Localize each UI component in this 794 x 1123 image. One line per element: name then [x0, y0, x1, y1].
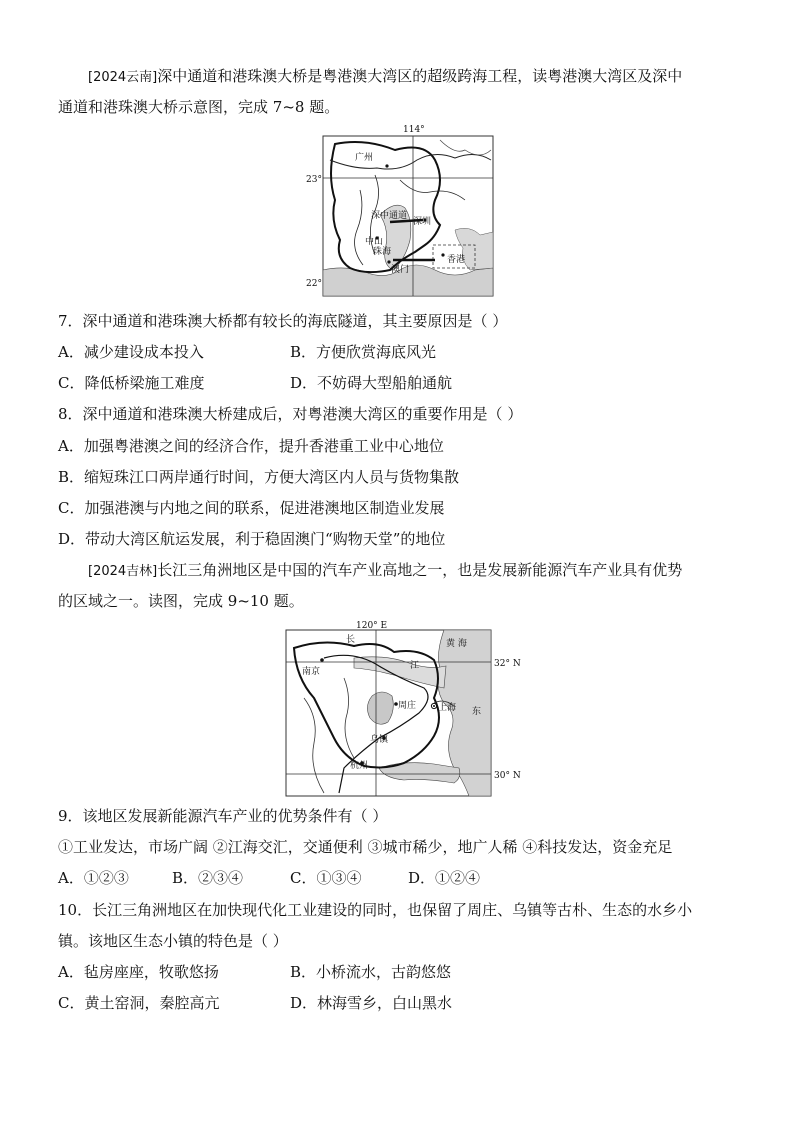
- q7-option-c[interactable]: C．降低桥梁施工难度: [58, 374, 205, 392]
- intro1-line2: 通道和港珠澳大桥示意图，完成 7~8 题。: [58, 98, 340, 116]
- map2-shanghai-label: 上海: [438, 703, 457, 713]
- q9-option-a[interactable]: A．①②③: [58, 869, 129, 887]
- map2-chang-label: 长: [346, 635, 356, 645]
- q7-option-b[interactable]: B．方便欣赏海底风光: [290, 343, 437, 361]
- map1-hongkong-label: 香港: [447, 255, 466, 265]
- map2-svg: [284, 618, 529, 798]
- q10-option-d[interactable]: D．林海雪乡，白山黑水: [290, 994, 453, 1012]
- map2-huanghai-label: 黄 海: [446, 639, 467, 649]
- intro1-line1: [2024云南]深中通道和港珠澳大桥是粤港澳大湾区的超级跨海工程，读粤港澳大湾区及深中: [88, 67, 683, 85]
- map2-lat30-label: 30° N: [494, 771, 521, 781]
- map2-lon-label: 120° E: [356, 621, 388, 631]
- map2-dong-label: 东: [472, 707, 482, 717]
- q9-option-c[interactable]: C．①③④: [290, 869, 362, 887]
- q8-option-d[interactable]: D．带动大湾区航运发展，利于稳固澳门“购物天堂”的地位: [58, 530, 446, 548]
- map-yangtze-delta: [284, 618, 529, 798]
- q8-option-b[interactable]: B．缩短珠江口两岸通行时间，方便大湾区内人员与货物集散: [58, 468, 460, 486]
- intro2-line2: 的区域之一。读图，完成 9~10 题。: [58, 592, 304, 610]
- q9-stem: 9．该地区发展新能源汽车产业的优势条件有（ ）: [58, 807, 388, 825]
- map2-nanjing-label: 南京: [302, 667, 321, 677]
- intro2-line1: [2024吉林]长江三角洲地区是中国的汽车产业高地之一，也是发展新能源汽车产业具有优势: [88, 561, 683, 579]
- source-tag: [2024吉林]: [88, 564, 158, 579]
- q10-stem-line2: 镇。该地区生态小镇的特色是（ ）: [58, 932, 288, 950]
- map1-zhuhai-label: 珠海: [373, 247, 392, 257]
- q8-option-c[interactable]: C．加强港澳与内地之间的联系，促进港澳地区制造业发展: [58, 499, 445, 517]
- map2-lat32-label: 32° N: [494, 659, 521, 669]
- map1-svg: [305, 120, 500, 300]
- map1-lat23-label: 23°: [306, 175, 322, 185]
- q9-option-b[interactable]: B．②③④: [172, 869, 244, 887]
- map2-zhouzhuang-label: 周庄: [398, 701, 417, 711]
- q10-option-a[interactable]: A．毡房座座，牧歌悠扬: [58, 963, 219, 981]
- q10-option-c[interactable]: C．黄土窑洞，秦腔高亢: [58, 994, 220, 1012]
- q9-option-d[interactable]: D．①②④: [408, 869, 481, 887]
- q9-conditions: ①工业发达，市场广阔 ②江海交汇，交通便利 ③城市稀少，地广人稀 ④科技发达，资金充足: [58, 838, 673, 856]
- map1-shenzhong-label: 深中通道: [371, 211, 408, 221]
- map1-guangzhou-label: 广州: [355, 153, 374, 163]
- map2-jiang-label: 江: [410, 661, 420, 671]
- map1-lat22-label: 22°: [306, 279, 322, 289]
- map1-shenzhen-label: 深圳: [413, 217, 432, 227]
- map2-hangzhou-label: 杭州: [350, 761, 369, 771]
- map1-lon-label: 114°: [403, 125, 425, 135]
- map2-wuzhen-label: 乌镇: [370, 735, 389, 745]
- map1-zhongshan-label: 中山: [365, 237, 384, 247]
- q10-stem-line1: 10．长江三角洲地区在加快现代化工业建设的同时，也保留了周庄、乌镇等古朴、生态的水乡小: [58, 901, 693, 919]
- map-greater-bay-area: [305, 120, 500, 300]
- q7-stem: 7．深中通道和港珠澳大桥都有较长的海底隧道，其主要原因是（ ）: [58, 312, 508, 330]
- q10-option-b[interactable]: B．小桥流水，古韵悠悠: [290, 963, 452, 981]
- q7-option-a[interactable]: A．减少建设成本投入: [58, 343, 204, 361]
- q7-option-d[interactable]: D．不妨碍大型船舶通航: [290, 374, 453, 392]
- source-tag: [2024云南]: [88, 70, 158, 85]
- q8-option-a[interactable]: A．加强粤港澳之间的经济合作，提升香港重工业中心地位: [58, 437, 444, 455]
- map1-macau-label: 澳门: [391, 265, 410, 275]
- q8-stem: 8．深中通道和港珠澳大桥建成后，对粤港澳大湾区的重要作用是（ ）: [58, 405, 523, 423]
